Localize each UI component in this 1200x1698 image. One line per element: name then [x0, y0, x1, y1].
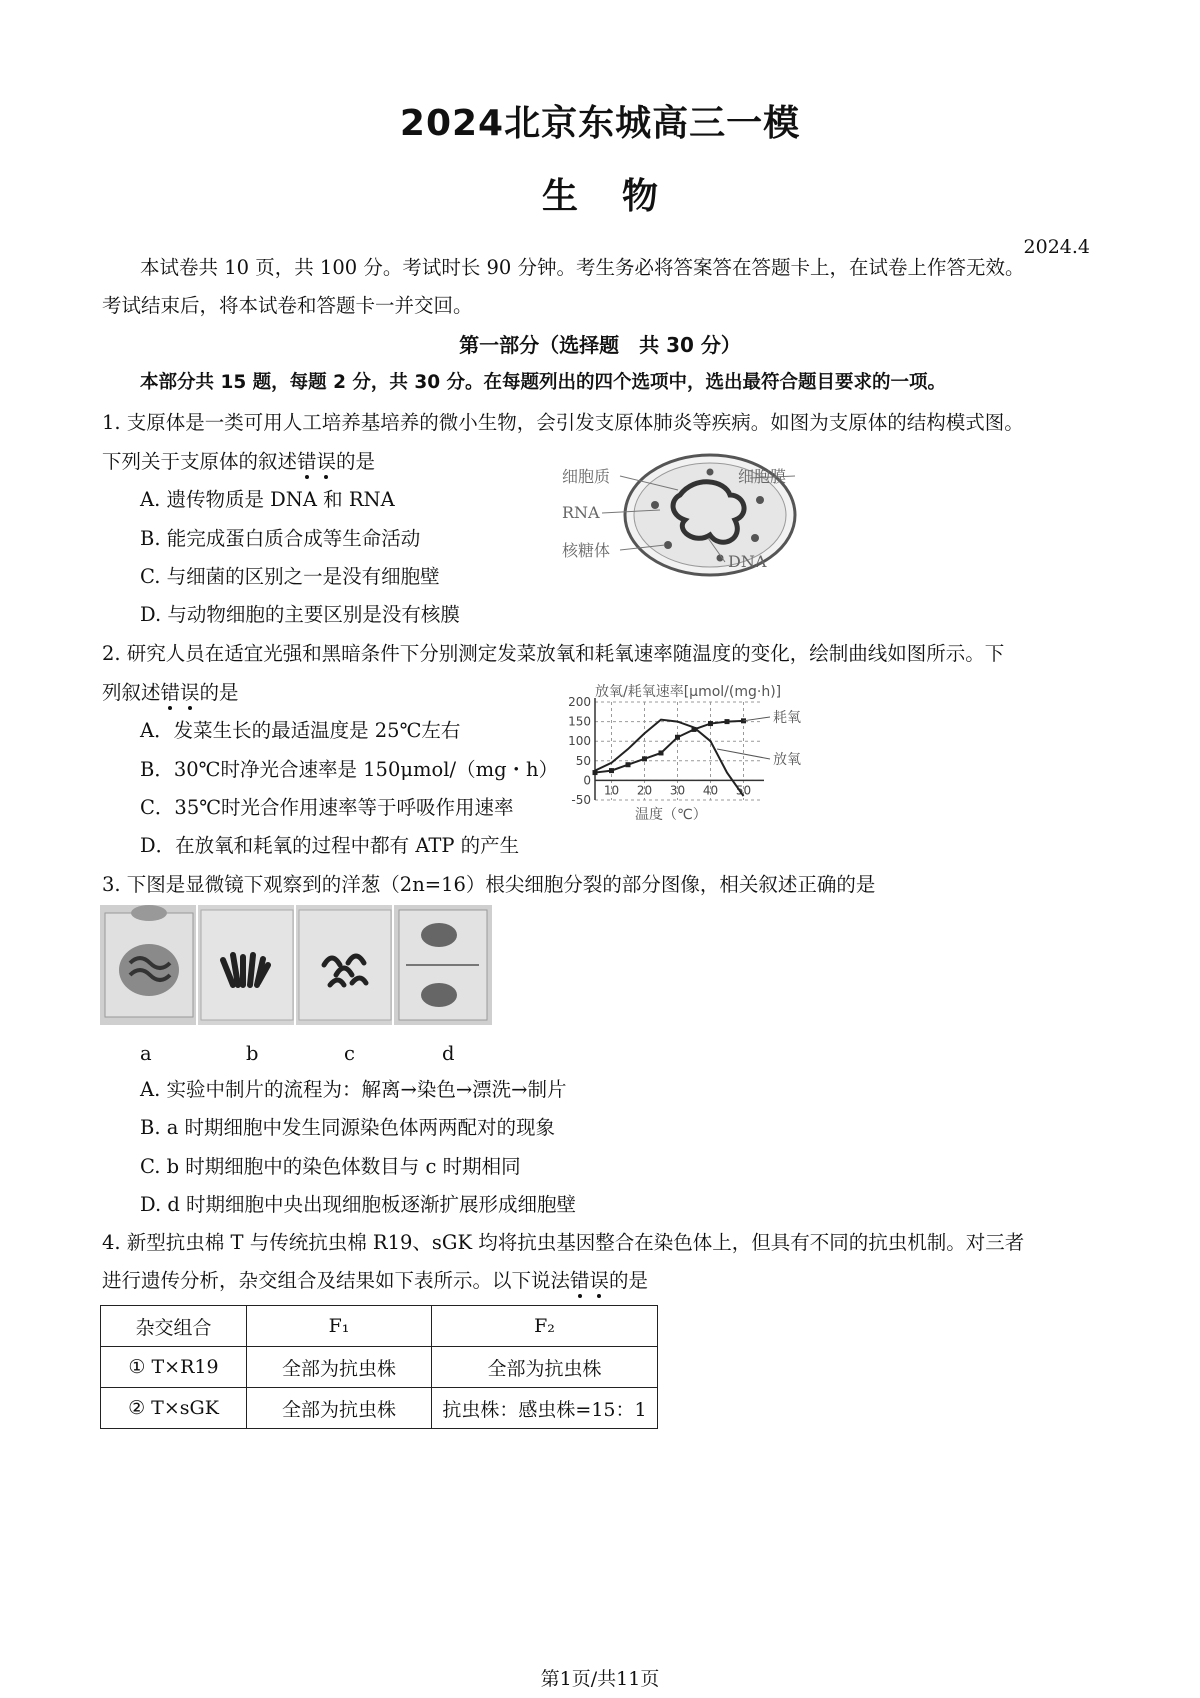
- exam-title: 2024北京东城高三一模: [399, 103, 801, 144]
- micrograph-label-b: b: [246, 1042, 259, 1065]
- emphasis-dot-char: 错: [570, 1269, 590, 1292]
- ribosome-dot: [756, 496, 764, 504]
- mycoplasma-diagram: [560, 450, 810, 580]
- table-cell: ② T×sGK: [101, 1388, 247, 1429]
- part1-note: 本部分共 15 题，每题 2 分，共 30 分。在每题列出的四个选项中，选出最符合题目要求的一项。: [140, 372, 947, 393]
- leader-line: [744, 717, 771, 721]
- q1-option-c: C. 与细菌的区别之一是没有细胞壁: [140, 565, 440, 588]
- x-tick-label: 50: [735, 783, 752, 798]
- q1-option-b: B. 能完成蛋白质合成等生命活动: [140, 527, 421, 550]
- table-cell: 全部为抗虫株: [247, 1388, 432, 1429]
- label-dna: DNA: [728, 552, 767, 571]
- chart-title: 放氧/耗氧速率[μmol/(mg·h)]: [595, 684, 782, 700]
- data-point: [708, 721, 713, 726]
- ribosome-dot: [651, 501, 659, 509]
- q1-stem-line-1: 1. 支原体是一类可用人工培养基培养的微小生物，会引发支原体肺炎等疾病。如图为支原体的结构模式图。: [102, 411, 1024, 434]
- ribosome-dot: [664, 541, 672, 549]
- exam-date: 2024.4: [1023, 236, 1090, 258]
- x-tick-label: 40: [702, 783, 719, 798]
- page-footer: 第1页/共11页: [540, 1668, 660, 1690]
- q2-stem-line-2: 列叙述错误的是: [102, 681, 239, 704]
- table-cell: 全部为抗虫株: [247, 1347, 432, 1388]
- table-row: [101, 1347, 658, 1388]
- subject-title: 生物: [541, 176, 702, 217]
- table-row: [101, 1388, 658, 1429]
- data-point: [609, 768, 614, 773]
- q3-option-b: B. a 时期细胞中发生同源染色体两两配对的现象: [140, 1116, 556, 1139]
- micrograph-label-c: c: [344, 1042, 355, 1065]
- table-header: F₂: [432, 1306, 658, 1347]
- q2-option-d: D．在放氧和耗氧的过程中都有 ATP 的产生: [140, 834, 520, 857]
- table-header: 杂交组合: [101, 1306, 247, 1347]
- series-label-consume: 耗氧: [773, 710, 801, 726]
- emphasis-dot-char: 错: [297, 450, 317, 473]
- cross-results-table: [100, 1305, 658, 1429]
- q2-option-a: A．发菜生长的最适温度是 25℃左右: [140, 719, 461, 742]
- series-label-release: 放氧: [773, 752, 801, 768]
- q2-stem-line-1: 2. 研究人员在适宜光强和黑暗条件下分别测定发菜放氧和耗氧速率随温度的变化，绘制曲线如图所示。下: [102, 642, 1005, 665]
- q1-stem-line-2: 下列关于支原体的叙述错误的是: [102, 450, 376, 473]
- q3-stem: 3. 下图是显微镜下观察到的洋葱（2n=16）根尖细胞分裂的部分图像，相关叙述正确的是: [102, 873, 876, 896]
- y-tick-label: 100: [568, 734, 591, 749]
- part1-title: 第一部分（选择题 共 30 分）: [459, 333, 741, 357]
- y-tick-label: 50: [575, 753, 591, 768]
- ribosome-dot: [707, 469, 714, 476]
- oxygen-rate-chart: [555, 680, 875, 820]
- q2-option-c: C．35℃时光合作用速率等于呼吸作用速率: [140, 796, 514, 819]
- micrograph-strip: [100, 905, 492, 1025]
- data-point: [626, 762, 631, 767]
- table-cell: ① T×R19: [101, 1347, 247, 1388]
- data-point: [659, 750, 664, 755]
- chart-xlabel: 温度（℃）: [635, 807, 707, 820]
- micrograph-label-a: a: [140, 1042, 152, 1065]
- micrograph-a: [100, 905, 198, 1025]
- q2-option-b: B．30℃时净光合速率是 150μmol/（mg・h）: [140, 758, 559, 781]
- table-header: F₁: [247, 1306, 432, 1347]
- data-point: [642, 756, 647, 761]
- instructions-line-2: 考试结束后，将本试卷和答题卡一并交回。: [102, 294, 473, 317]
- table-cell: 抗虫株：感虫株=15：1: [432, 1388, 658, 1429]
- micrograph-c: [296, 905, 394, 1025]
- instructions-line-1: 本试卷共 10 页，共 100 分。考试时长 90 分钟。考生务必将答案答在答题卡上，在试卷上作答无效。: [140, 256, 1025, 279]
- y-tick-label: 0: [583, 773, 591, 788]
- data-point: [675, 735, 680, 740]
- series-line-consume: [595, 721, 744, 773]
- x-tick-label: 20: [636, 783, 653, 798]
- q1-option-a: A. 遗传物质是 DNA 和 RNA: [140, 488, 395, 511]
- ribosome-dot: [751, 534, 759, 542]
- emphasis-dot-char: 误: [180, 681, 200, 704]
- data-point: [725, 719, 730, 724]
- label-rna: RNA: [562, 503, 600, 522]
- y-tick-label: 150: [568, 714, 591, 729]
- q3-option-c: C. b 时期细胞中的染色体数目与 c 时期相同: [140, 1155, 521, 1178]
- q3-option-a: A. 实验中制片的流程为：解离→染色→漂洗→制片: [140, 1078, 567, 1101]
- table-cell: 全部为抗虫株: [432, 1347, 658, 1388]
- x-tick-label: 10: [603, 783, 620, 798]
- q4-stem-line-2: 进行遗传分析，杂交组合及结果如下表所示。以下说法错误的是: [102, 1269, 649, 1292]
- q1-option-d: D. 与动物细胞的主要区别是没有核膜: [140, 603, 460, 626]
- x-tick-label: 30: [669, 783, 686, 798]
- label-membrane: 细胞膜: [738, 467, 787, 486]
- micrograph-b: [198, 905, 296, 1025]
- q4-stem-line-1: 4. 新型抗虫棉 T 与传统抗虫棉 R19、sGK 均将抗虫基因整合在染色体上，但具有不同的抗虫机制。对三者: [102, 1231, 1025, 1254]
- y-tick-label: -50: [571, 793, 591, 807]
- table-header-row: [101, 1306, 658, 1347]
- micrograph-label-d: d: [442, 1042, 455, 1065]
- emphasis-dot-char: 误: [316, 450, 337, 473]
- emphasis-dot-char: 误: [589, 1269, 610, 1292]
- label-ribosome: 核糖体: [562, 541, 611, 560]
- label-cytoplasm: 细胞质: [562, 467, 611, 486]
- y-tick-label: 200: [568, 695, 591, 709]
- emphasis-dot-char: 错: [160, 681, 181, 704]
- q3-option-d: D. d 时期细胞中央出现细胞板逐渐扩展形成细胞壁: [140, 1193, 577, 1216]
- micrograph-d: [394, 905, 492, 1025]
